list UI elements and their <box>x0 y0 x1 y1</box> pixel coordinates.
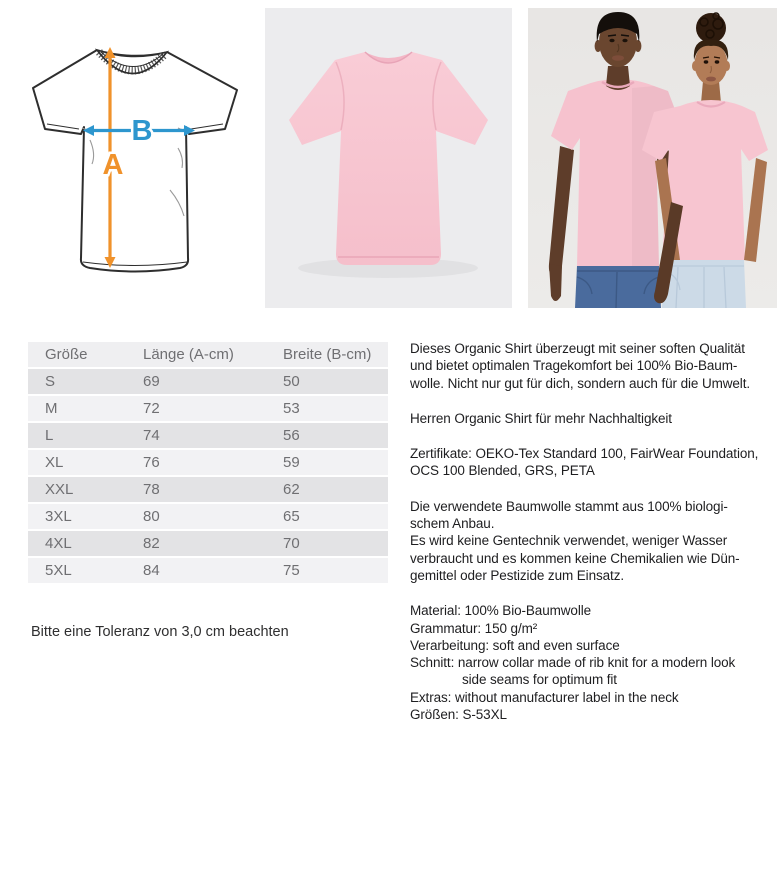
spec-schnitt: Schnitt: narrow collar made of rib knit for a modern look <box>410 655 736 671</box>
length-cell: 84 <box>143 562 160 579</box>
description-paragraph-certificates <box>410 445 777 480</box>
size-cell: 3XL <box>45 508 72 525</box>
tshirt-outline <box>33 50 237 272</box>
width-cell: 59 <box>283 454 300 471</box>
size-table-header-length: Länge (A-cm) <box>143 346 234 363</box>
size-row <box>28 504 388 529</box>
length-cell: 69 <box>143 373 160 390</box>
width-cell: 75 <box>283 562 300 579</box>
length-cell: 80 <box>143 508 160 525</box>
size-table-header-size: Größe <box>45 346 88 363</box>
width-label-b: B <box>131 115 153 147</box>
size-cell: 5XL <box>45 562 72 579</box>
description-line: Zertifikate: OEKO-Tex Standard 100, FairWear Foundation, <box>410 446 759 462</box>
spec-grammatur: Grammatur: 150 g/m² <box>410 620 538 636</box>
description-line: OCS 100 Blended, GRS, PETA <box>410 463 595 479</box>
size-cell: XXL <box>45 481 74 498</box>
length-label-a: A <box>102 149 124 181</box>
size-row <box>28 423 388 448</box>
size-row <box>28 531 388 556</box>
spec-groessen: Größen: S-53XL <box>410 707 507 723</box>
product-photo-flat-shirt <box>265 8 512 308</box>
size-cell: 4XL <box>45 535 72 552</box>
description-line: Dieses Organic Shirt überzeugt mit seiner soften Qualität <box>410 341 745 356</box>
description-line: und bietet optimalen Tragekomfort bei 100% Bio-Baum- <box>410 358 738 374</box>
length-cell: 76 <box>143 454 160 471</box>
description-paragraph-cotton <box>410 498 777 584</box>
spec-schnitt-continued: side seams for optimum fit <box>462 672 617 688</box>
pink-shirt-flat-image <box>265 8 512 308</box>
description-line: Die verwendete Baumwolle stammt aus 100% biologi- <box>410 498 728 514</box>
width-cell: 65 <box>283 508 300 525</box>
description-specs <box>410 602 777 723</box>
spec-material: Material: 100% Bio-Baumwolle <box>410 603 592 619</box>
length-cell: 74 <box>143 427 160 444</box>
width-cell: 56 <box>283 427 300 444</box>
tolerance-note: Bitte eine Toleranz von 3,0 cm beachten <box>31 624 289 640</box>
size-table-header-row <box>28 342 388 367</box>
size-row <box>28 396 388 421</box>
description-paragraph-sustainability <box>410 410 777 427</box>
length-cell: 78 <box>143 481 160 498</box>
description-line: Es wird keine Gentechnik verwendet, weniger Wasser <box>410 533 728 549</box>
size-cell: XL <box>45 454 64 471</box>
description-line: Herren Organic Shirt für mehr Nachhaltigkeit <box>410 410 672 426</box>
size-cell: L <box>45 427 54 444</box>
size-row <box>28 450 388 475</box>
length-cell: 82 <box>143 535 160 552</box>
width-cell: 50 <box>283 373 300 390</box>
size-row <box>28 477 388 502</box>
tshirt-measurement-drawing <box>20 38 250 278</box>
width-cell: 53 <box>283 400 300 417</box>
size-row <box>28 558 388 583</box>
description-line: schem Anbau. <box>410 516 495 532</box>
description-line: verbraucht und es kommen keine Chemikalien wie Dün- <box>410 550 740 566</box>
width-cell: 62 <box>283 481 300 498</box>
size-diagram <box>20 38 250 278</box>
product-photo-models <box>528 8 777 308</box>
size-table-header-width: Breite (B-cm) <box>283 346 372 363</box>
size-table <box>28 340 388 585</box>
product-description <box>410 340 777 741</box>
width-cell: 70 <box>283 535 300 552</box>
size-cell: S <box>45 373 56 390</box>
size-row <box>28 369 388 394</box>
description-line: wolle. Nicht nur gut für dich, sondern auch für die Umwelt. <box>410 375 751 391</box>
size-cell: M <box>45 400 58 417</box>
spec-verarbeitung: Verarbeitung: soft and even surface <box>410 637 620 653</box>
spec-extras: Extras: without manufacturer label in the neck <box>410 689 679 705</box>
length-cell: 72 <box>143 400 160 417</box>
models-wearing-pink-shirts-image <box>528 8 777 308</box>
description-paragraph-quality <box>410 340 777 392</box>
pink-shirt-shape <box>289 52 488 265</box>
description-line: gemittel oder Pestizide zum Einsatz. <box>410 567 624 583</box>
